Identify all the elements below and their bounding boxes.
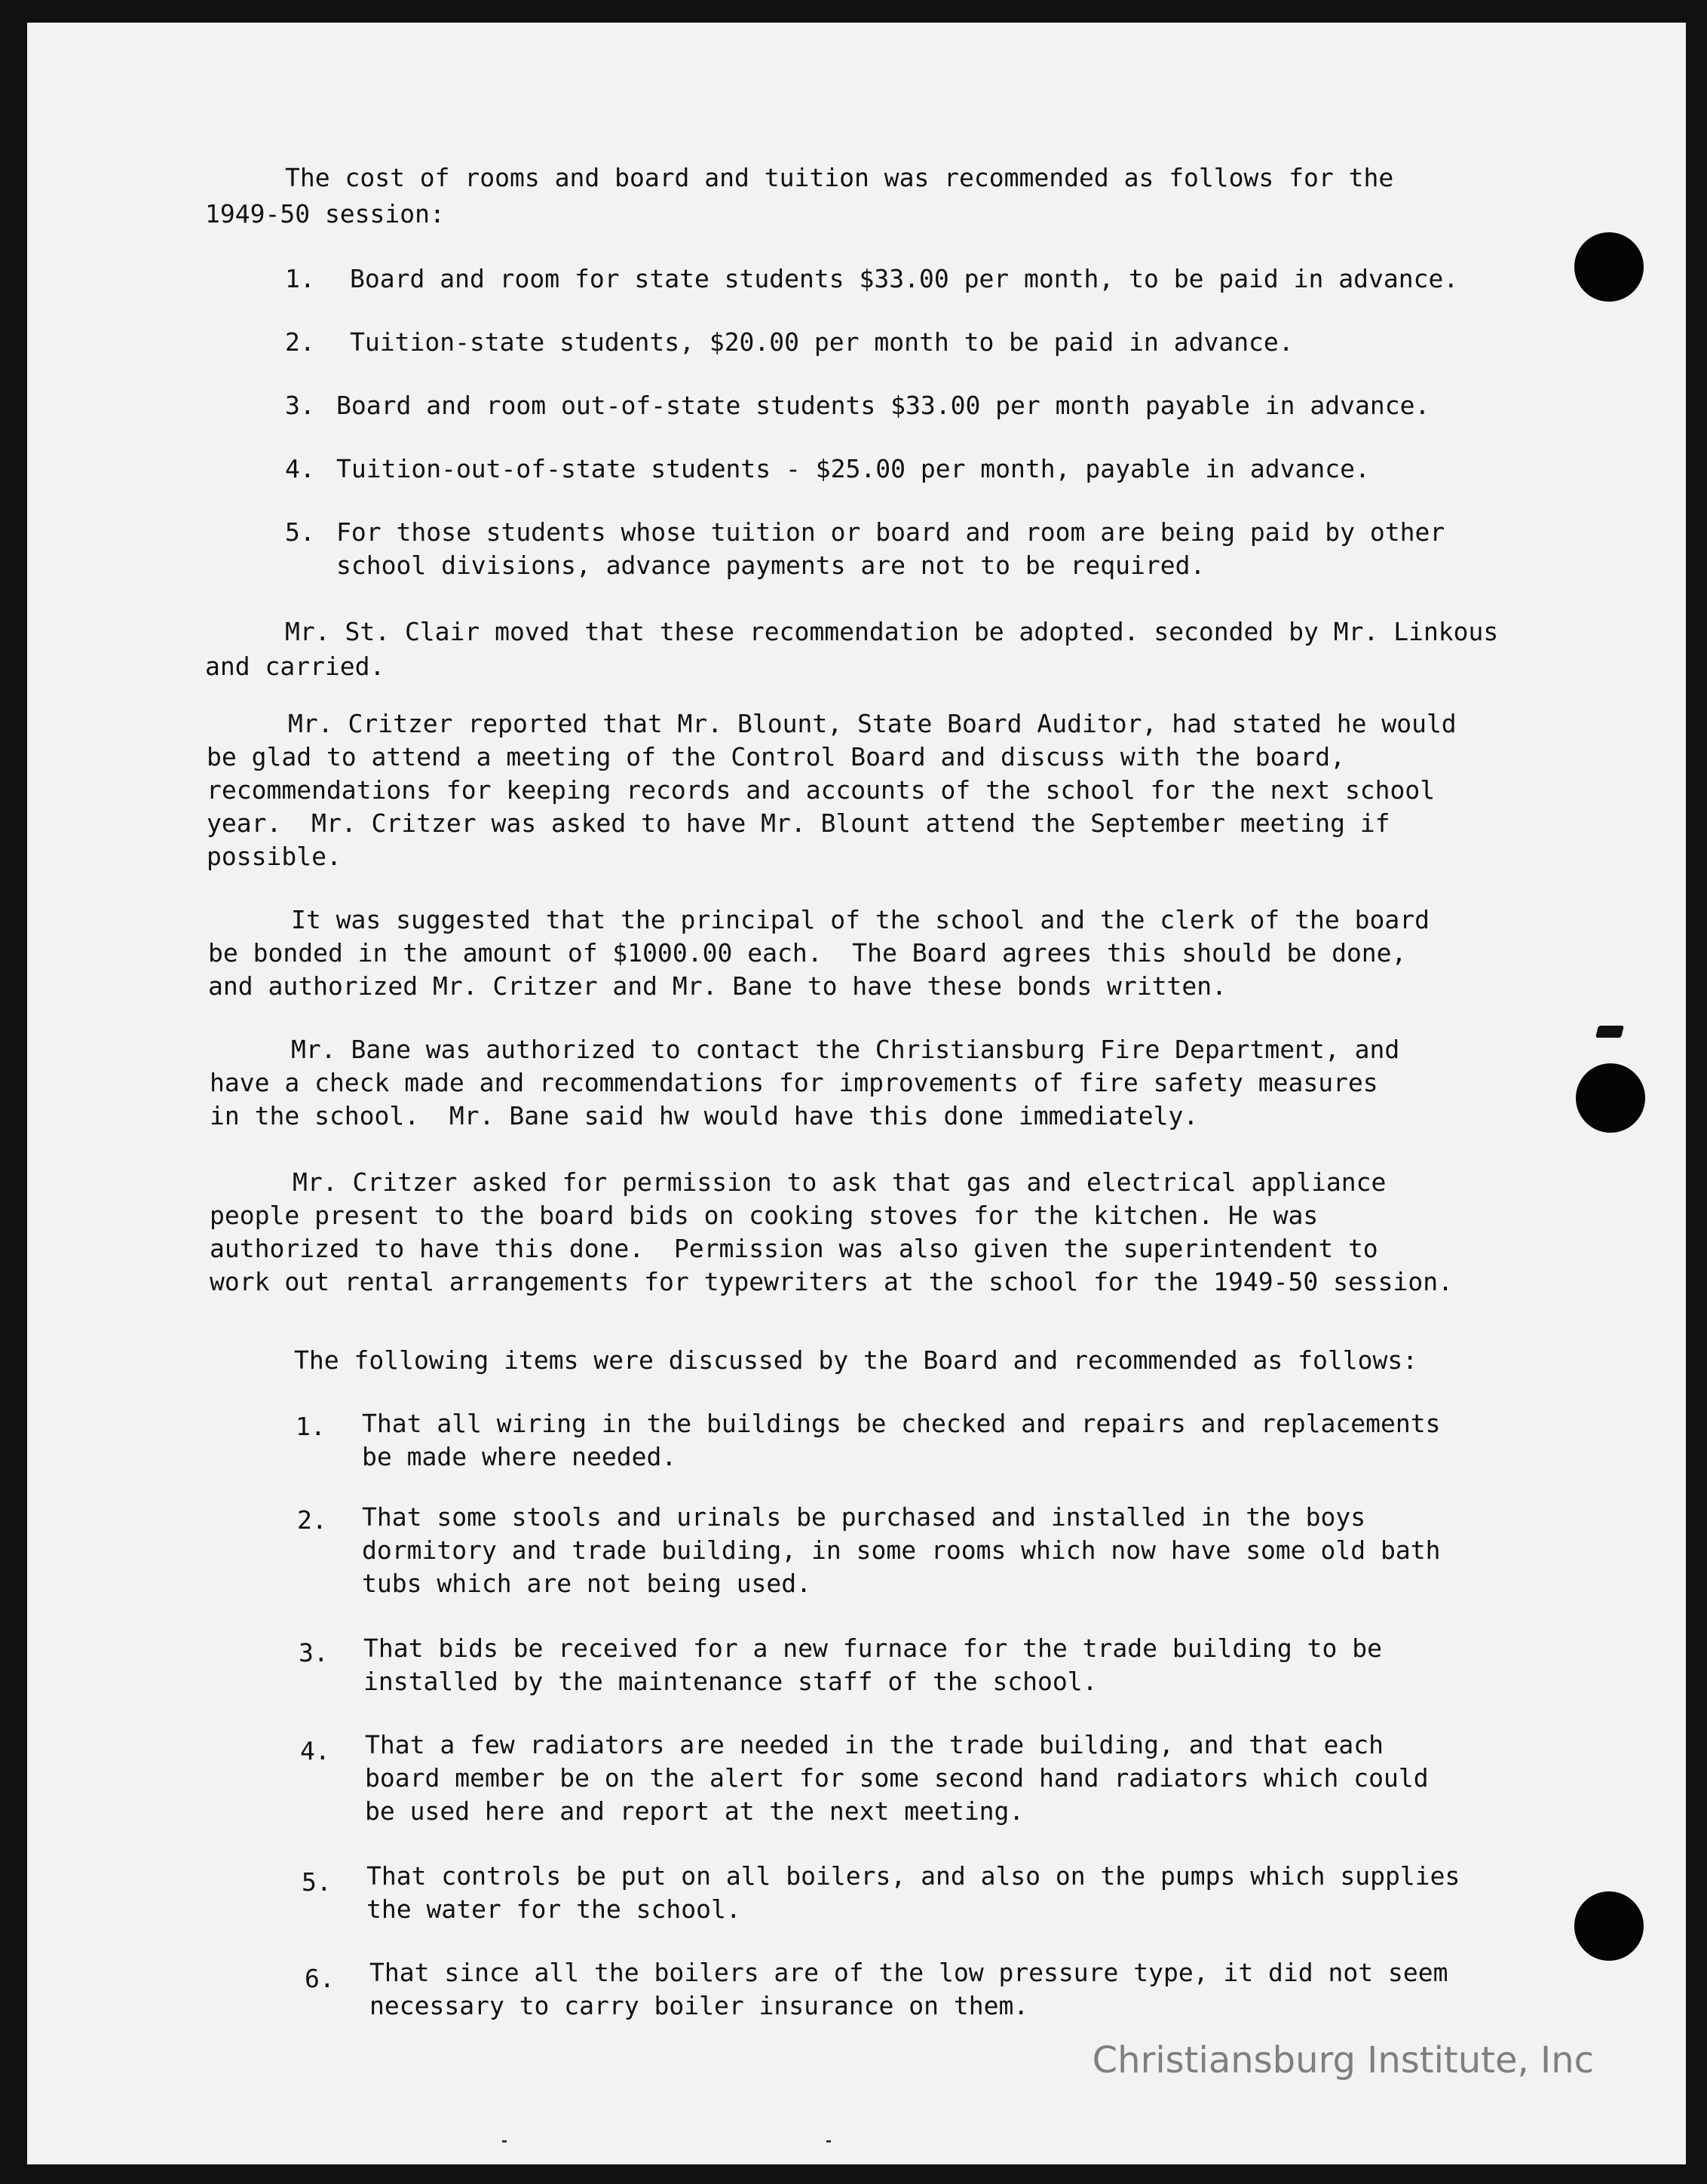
appliance-paragraph-line: authorized to have this done. Permission was also given the superintendent to (210, 1234, 1378, 1263)
recommendation-item: That since all the boilers are of the low pressure type, it did not seem (369, 1958, 1448, 1987)
recommendation-number: 1. (296, 1412, 326, 1441)
fire-paragraph-line: Mr. Bane was authorized to contact the Christiansburg Fire Department, and (291, 1035, 1400, 1064)
recommendation-item: That controls be put on all boilers, and also on the pumps which supplies (366, 1861, 1460, 1891)
recommendation-item: be used here and report at the next meeting. (365, 1796, 1025, 1826)
intro-line-1: The cost of rooms and board and tuition was recommended as follows for the (285, 163, 1394, 192)
recommendation-item: tubs which are not being used. (362, 1569, 812, 1598)
document-page (27, 23, 1686, 2164)
rate-item: Board and room out-of-state students $33.00 per month payable in advance. (336, 391, 1430, 420)
rate-item: Tuition-state students, $20.00 per month to be paid in advance. (350, 327, 1294, 357)
bond-paragraph-line: be bonded in the amount of $1000.00 each. The Board agrees this should be done, (208, 938, 1407, 968)
rate-item: Tuition-out-of-state students - $25.00 per month, payable in advance. (336, 454, 1370, 483)
ink-mark (1595, 1026, 1624, 1038)
rate-number: 2. (285, 327, 315, 357)
bond-paragraph-line: and authorized Mr. Critzer and Mr. Bane to have these bonds written. (208, 971, 1227, 1001)
auditor-paragraph-line: possible. (207, 842, 342, 871)
recommendation-item: be made where needed. (362, 1442, 677, 1471)
punch-hole-middle (1576, 1063, 1645, 1133)
auditor-paragraph-line: year. Mr. Critzer was asked to have Mr. Blount attend the September meeting if (207, 808, 1390, 838)
recommendation-number: 3. (299, 1638, 329, 1667)
recommendation-item: installed by the maintenance staff of the school. (363, 1667, 1098, 1696)
recommendation-item: That bids be received for a new furnace for the trade building to be (363, 1633, 1383, 1663)
punch-hole-bottom (1574, 1891, 1644, 1961)
auditor-paragraph-line: recommendations for keeping records and accounts of the school for the next school (207, 775, 1436, 805)
fire-paragraph-line: have a check made and recommendations for improvements of fire safety measures (210, 1068, 1378, 1097)
stray-mark (826, 2140, 831, 2143)
appliance-paragraph-line: people present to the board bids on cooking stoves for the kitchen. He was (210, 1201, 1319, 1230)
recommendation-number: 6. (305, 1964, 335, 1993)
auditor-paragraph-line: be glad to attend a meeting of the Control Board and discuss with the board, (207, 742, 1345, 771)
recommendation-number: 5. (302, 1867, 332, 1897)
fire-paragraph-line: in the school. Mr. Bane said hw would have this done immediately. (210, 1101, 1199, 1130)
appliance-paragraph-line: Mr. Critzer asked for permission to ask that gas and electrical appliance (293, 1167, 1387, 1197)
appliance-paragraph-line: work out rental arrangements for typewriters at the school for the 1949-50 session. (210, 1267, 1454, 1296)
recommendation-item: dormitory and trade building, in some rooms which now have some old bath (362, 1535, 1441, 1565)
punch-hole-top (1574, 232, 1644, 302)
rate-item: Board and room for state students $33.00 per month, to be paid in advance. (350, 264, 1459, 293)
bond-paragraph-line: It was suggested that the principal of the school and the clerk of the board (291, 905, 1430, 934)
recommendation-item: That some stools and urinals be purchased and installed in the boys (362, 1502, 1366, 1532)
rate-item-continued: school divisions, advance payments are not to be required. (336, 551, 1206, 580)
rate-item: For those students whose tuition or board and room are being paid by other (336, 517, 1445, 547)
recommendation-item: That a few radiators are needed in the trade building, and that each (365, 1730, 1384, 1759)
recommendation-number: 2. (297, 1505, 327, 1535)
archive-watermark: Christiansburg Institute, Inc (1092, 2039, 1594, 2081)
stray-mark (502, 2140, 507, 2143)
rate-number: 3. (285, 391, 315, 420)
rate-number: 5. (285, 517, 315, 547)
items-intro-line: The following items were discussed by the Board and recommended as follows: (294, 1345, 1418, 1375)
recommendation-item: necessary to carry boiler insurance on them. (369, 1991, 1029, 2020)
recommendation-number: 4. (300, 1736, 330, 1765)
intro-line-2: 1949-50 session: (205, 199, 445, 229)
recommendation-item: That all wiring in the buildings be checked and repairs and replacements (362, 1409, 1441, 1438)
motion-paragraph-line: Mr. St. Clair moved that these recommendation be adopted. seconded by Mr. Linkous (285, 617, 1499, 646)
recommendation-item: board member be on the alert for some second hand radiators which could (365, 1763, 1429, 1793)
motion-paragraph-line: and carried. (205, 652, 385, 681)
auditor-paragraph-line: Mr. Critzer reported that Mr. Blount, State Board Auditor, had stated he would (288, 709, 1457, 738)
recommendation-item: the water for the school. (366, 1894, 741, 1924)
rate-number: 1. (285, 264, 315, 293)
rate-number: 4. (285, 454, 315, 483)
